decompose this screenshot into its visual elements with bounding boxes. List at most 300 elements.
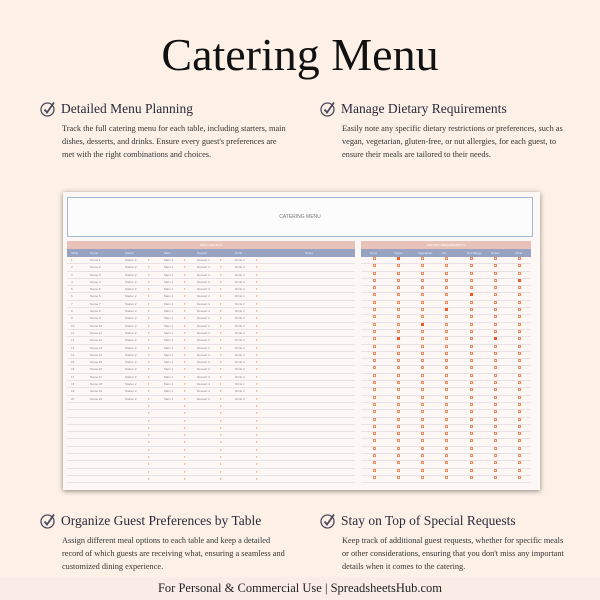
dropdown-arrow-icon[interactable]: ▾ [148, 455, 150, 460]
checkbox-other[interactable] [518, 345, 521, 348]
checkbox-vegetarian[interactable] [421, 381, 424, 384]
cell-name[interactable]: Name 6 [90, 294, 101, 299]
checkbox-other[interactable] [518, 461, 521, 464]
cell-table[interactable]: 1 [71, 258, 73, 262]
checkbox-vegan[interactable] [397, 286, 400, 289]
checkbox-gf[interactable] [445, 439, 448, 442]
checkbox-gluten[interactable] [494, 396, 497, 399]
dropdown-arrow-icon[interactable]: ▾ [220, 433, 222, 438]
checkbox-none[interactable] [373, 264, 376, 267]
dropdown-arrow-icon[interactable]: ▾ [184, 316, 186, 321]
checkbox-other[interactable] [518, 381, 521, 384]
cell-starter[interactable]: Starter 2 [125, 316, 137, 321]
cell-name[interactable]: Name 3 [90, 272, 101, 277]
checkbox-gf[interactable] [445, 418, 448, 421]
cell-name[interactable]: Name 5 [90, 287, 101, 292]
checkbox-gluten[interactable] [494, 286, 497, 289]
checkbox-nut-allergy[interactable] [470, 439, 473, 442]
dropdown-arrow-icon[interactable]: ▾ [220, 396, 222, 401]
checkbox-vegan[interactable] [397, 352, 400, 355]
dropdown-arrow-icon[interactable]: ▾ [256, 433, 258, 438]
checkbox-nut-allergy[interactable] [470, 337, 473, 340]
dropdown-arrow-icon[interactable]: ▾ [256, 440, 258, 445]
cell-drink[interactable]: Drink 3 [235, 272, 245, 277]
cell-dessert[interactable]: Dessert 4 [197, 279, 210, 284]
cell-dessert[interactable]: Dessert 4 [197, 265, 210, 270]
checkbox-other[interactable] [518, 272, 521, 275]
checkbox-none[interactable] [373, 352, 376, 355]
cell-starter[interactable]: Starter 2 [125, 265, 137, 270]
checkbox-gf[interactable] [445, 308, 448, 311]
checkbox-vegetarian[interactable] [421, 315, 424, 318]
checkbox-gf[interactable] [445, 315, 448, 318]
dropdown-arrow-icon[interactable]: ▾ [184, 258, 186, 262]
checkbox-vegan[interactable] [397, 323, 400, 326]
checkbox-nut-allergy[interactable] [470, 264, 473, 267]
dropdown-arrow-icon[interactable]: ▾ [220, 301, 222, 306]
checkbox-nut-allergy[interactable] [470, 323, 473, 326]
cell-table[interactable]: 15 [71, 360, 75, 365]
checkbox-gf[interactable] [445, 476, 448, 479]
checkbox-other[interactable] [518, 374, 521, 377]
cell-starter[interactable]: Starter 2 [125, 272, 137, 277]
dropdown-arrow-icon[interactable]: ▾ [148, 403, 150, 408]
cell-dessert[interactable]: Dessert 4 [197, 258, 210, 262]
cell-starter[interactable]: Starter 2 [125, 367, 137, 372]
dropdown-arrow-icon[interactable]: ▾ [148, 338, 150, 343]
cell-main[interactable]: Main 1 [164, 330, 174, 335]
checkbox-other[interactable] [518, 418, 521, 421]
checkbox-vegetarian[interactable] [421, 374, 424, 377]
dropdown-arrow-icon[interactable]: ▾ [184, 352, 186, 357]
cell-starter[interactable]: Starter 2 [125, 338, 137, 343]
dropdown-arrow-icon[interactable]: ▾ [220, 374, 222, 379]
cell-starter[interactable]: Starter 2 [125, 360, 137, 365]
checkbox-vegetarian[interactable] [421, 337, 424, 340]
checkbox-gluten[interactable] [494, 469, 497, 472]
checkbox-gluten[interactable] [494, 308, 497, 311]
checkbox-nut-allergy[interactable] [470, 410, 473, 413]
checkbox-gf[interactable] [445, 432, 448, 435]
cell-name[interactable]: Name 7 [90, 301, 101, 306]
checkbox-vegan[interactable] [397, 396, 400, 399]
dropdown-arrow-icon[interactable]: ▾ [256, 360, 258, 365]
cell-name[interactable]: Name 20 [90, 396, 103, 401]
cell-dessert[interactable]: Dessert 4 [197, 301, 210, 306]
cell-drink[interactable]: Drink 3 [235, 338, 245, 343]
checkbox-vegetarian[interactable] [421, 264, 424, 267]
dropdown-arrow-icon[interactable]: ▾ [220, 462, 222, 467]
cell-dessert[interactable]: Dessert 4 [197, 316, 210, 321]
cell-table[interactable]: 11 [71, 330, 75, 335]
dropdown-arrow-icon[interactable]: ▾ [220, 258, 222, 262]
cell-dessert[interactable]: Dessert 4 [197, 330, 210, 335]
checkbox-nut-allergy[interactable] [470, 425, 473, 428]
checkbox-nut-allergy[interactable] [470, 308, 473, 311]
checkbox-nut-allergy[interactable] [470, 286, 473, 289]
dropdown-arrow-icon[interactable]: ▾ [220, 287, 222, 292]
cell-drink[interactable]: Drink 3 [235, 330, 245, 335]
dropdown-arrow-icon[interactable]: ▾ [184, 330, 186, 335]
checkbox-nut-allergy[interactable] [470, 315, 473, 318]
cell-name[interactable]: Name 18 [90, 382, 103, 387]
checkbox-vegetarian[interactable] [421, 476, 424, 479]
dropdown-arrow-icon[interactable]: ▾ [220, 389, 222, 394]
checkbox-gf[interactable] [445, 337, 448, 340]
checkbox-none[interactable] [373, 257, 376, 260]
checkbox-other[interactable] [518, 410, 521, 413]
checkbox-other[interactable] [518, 323, 521, 326]
dropdown-arrow-icon[interactable]: ▾ [220, 309, 222, 314]
checkbox-vegetarian[interactable] [421, 432, 424, 435]
dropdown-arrow-icon[interactable]: ▾ [148, 411, 150, 416]
checkbox-vegan[interactable] [397, 388, 400, 391]
cell-starter[interactable]: Starter 2 [125, 382, 137, 387]
dropdown-arrow-icon[interactable]: ▾ [148, 433, 150, 438]
checkbox-gluten[interactable] [494, 432, 497, 435]
dropdown-arrow-icon[interactable]: ▾ [256, 411, 258, 416]
checkbox-none[interactable] [373, 286, 376, 289]
cell-drink[interactable]: Drink 3 [235, 367, 245, 372]
cell-table[interactable]: 8 [71, 309, 73, 314]
cell-name[interactable]: Name 4 [90, 279, 101, 284]
dropdown-arrow-icon[interactable]: ▾ [184, 455, 186, 460]
cell-starter[interactable]: Starter 2 [125, 374, 137, 379]
checkbox-vegan[interactable] [397, 293, 400, 296]
checkbox-gluten[interactable] [494, 279, 497, 282]
dropdown-arrow-icon[interactable]: ▾ [184, 440, 186, 445]
checkbox-gf[interactable] [445, 366, 448, 369]
dropdown-arrow-icon[interactable]: ▾ [220, 447, 222, 452]
dropdown-arrow-icon[interactable]: ▾ [148, 316, 150, 321]
checkbox-other[interactable] [518, 447, 521, 450]
dropdown-arrow-icon[interactable]: ▾ [184, 374, 186, 379]
cell-drink[interactable]: Drink 3 [235, 309, 245, 314]
checkbox-nut-allergy[interactable] [470, 359, 473, 362]
checkbox-vegetarian[interactable] [421, 439, 424, 442]
cell-starter[interactable]: Starter 2 [125, 352, 137, 357]
dropdown-arrow-icon[interactable]: ▾ [184, 382, 186, 387]
checkbox-gluten[interactable] [494, 381, 497, 384]
dropdown-arrow-icon[interactable]: ▾ [148, 352, 150, 357]
checkbox-vegetarian[interactable] [421, 461, 424, 464]
checkbox-none[interactable] [373, 272, 376, 275]
dropdown-arrow-icon[interactable]: ▾ [220, 330, 222, 335]
checkbox-vegan[interactable] [397, 257, 400, 260]
checkbox-vegan[interactable] [397, 272, 400, 275]
cell-table[interactable]: 13 [71, 345, 75, 350]
cell-drink[interactable]: Drink 3 [235, 382, 245, 387]
checkbox-nut-allergy[interactable] [470, 293, 473, 296]
checkbox-other[interactable] [518, 439, 521, 442]
cell-name[interactable]: Name 8 [90, 309, 101, 314]
checkbox-gluten[interactable] [494, 293, 497, 296]
cell-dessert[interactable]: Dessert 4 [197, 360, 210, 365]
checkbox-vegan[interactable] [397, 418, 400, 421]
cell-dessert[interactable]: Dessert 4 [197, 374, 210, 379]
cell-starter[interactable]: Starter 2 [125, 309, 137, 314]
dropdown-arrow-icon[interactable]: ▾ [148, 330, 150, 335]
cell-table[interactable]: 20 [71, 396, 75, 401]
checkbox-other[interactable] [518, 388, 521, 391]
checkbox-nut-allergy[interactable] [470, 469, 473, 472]
checkbox-none[interactable] [373, 323, 376, 326]
checkbox-gluten[interactable] [494, 323, 497, 326]
cell-starter[interactable]: Starter 2 [125, 258, 137, 262]
cell-main[interactable]: Main 1 [164, 396, 174, 401]
checkbox-gf[interactable] [445, 345, 448, 348]
dropdown-arrow-icon[interactable]: ▾ [148, 382, 150, 387]
checkbox-vegetarian[interactable] [421, 257, 424, 260]
checkbox-other[interactable] [518, 264, 521, 267]
cell-name[interactable]: Name 15 [90, 360, 103, 365]
checkbox-none[interactable] [373, 301, 376, 304]
cell-name[interactable]: Name 17 [90, 374, 103, 379]
dropdown-arrow-icon[interactable]: ▾ [220, 411, 222, 416]
dropdown-arrow-icon[interactable]: ▾ [220, 403, 222, 408]
checkbox-other[interactable] [518, 301, 521, 304]
checkbox-none[interactable] [373, 454, 376, 457]
cell-starter[interactable]: Starter 2 [125, 323, 137, 328]
dropdown-arrow-icon[interactable]: ▾ [184, 279, 186, 284]
checkbox-gf[interactable] [445, 469, 448, 472]
checkbox-gf[interactable] [445, 403, 448, 406]
cell-table[interactable]: 14 [71, 352, 75, 357]
checkbox-vegetarian[interactable] [421, 293, 424, 296]
dropdown-arrow-icon[interactable]: ▾ [220, 316, 222, 321]
checkbox-vegan[interactable] [397, 425, 400, 428]
cell-drink[interactable]: Drink 3 [235, 352, 245, 357]
checkbox-gf[interactable] [445, 293, 448, 296]
dropdown-arrow-icon[interactable]: ▾ [184, 411, 186, 416]
dropdown-arrow-icon[interactable]: ▾ [148, 396, 150, 401]
cell-main[interactable]: Main 1 [164, 309, 174, 314]
checkbox-nut-allergy[interactable] [470, 345, 473, 348]
checkbox-gluten[interactable] [494, 330, 497, 333]
cell-drink[interactable]: Drink 3 [235, 323, 245, 328]
cell-name[interactable]: Name 12 [90, 338, 103, 343]
cell-name[interactable]: Name 14 [90, 352, 103, 357]
dropdown-arrow-icon[interactable]: ▾ [184, 309, 186, 314]
checkbox-other[interactable] [518, 330, 521, 333]
checkbox-vegan[interactable] [397, 476, 400, 479]
dropdown-arrow-icon[interactable]: ▾ [256, 389, 258, 394]
dropdown-arrow-icon[interactable]: ▾ [256, 396, 258, 401]
checkbox-none[interactable] [373, 388, 376, 391]
dropdown-arrow-icon[interactable]: ▾ [256, 382, 258, 387]
dropdown-arrow-icon[interactable]: ▾ [220, 455, 222, 460]
checkbox-gluten[interactable] [494, 461, 497, 464]
checkbox-vegetarian[interactable] [421, 352, 424, 355]
checkbox-gf[interactable] [445, 425, 448, 428]
dropdown-arrow-icon[interactable]: ▾ [148, 309, 150, 314]
cell-table[interactable]: 10 [71, 323, 75, 328]
checkbox-vegetarian[interactable] [421, 359, 424, 362]
dropdown-arrow-icon[interactable]: ▾ [148, 476, 150, 481]
dropdown-arrow-icon[interactable]: ▾ [256, 403, 258, 408]
cell-table[interactable]: 5 [71, 287, 73, 292]
checkbox-nut-allergy[interactable] [470, 447, 473, 450]
cell-drink[interactable]: Drink 3 [235, 294, 245, 299]
cell-main[interactable]: Main 1 [164, 338, 174, 343]
cell-dessert[interactable]: Dessert 4 [197, 345, 210, 350]
cell-main[interactable]: Main 1 [164, 294, 174, 299]
checkbox-other[interactable] [518, 476, 521, 479]
checkbox-vegan[interactable] [397, 301, 400, 304]
cell-dessert[interactable]: Dessert 4 [197, 389, 210, 394]
cell-table[interactable]: 16 [71, 367, 75, 372]
dropdown-arrow-icon[interactable]: ▾ [256, 462, 258, 467]
dropdown-arrow-icon[interactable]: ▾ [148, 301, 150, 306]
checkbox-vegan[interactable] [397, 381, 400, 384]
dropdown-arrow-icon[interactable]: ▾ [256, 323, 258, 328]
dropdown-arrow-icon[interactable]: ▾ [148, 294, 150, 299]
checkbox-gluten[interactable] [494, 264, 497, 267]
dropdown-arrow-icon[interactable]: ▾ [220, 345, 222, 350]
cell-main[interactable]: Main 1 [164, 279, 174, 284]
cell-dessert[interactable]: Dessert 4 [197, 272, 210, 277]
checkbox-none[interactable] [373, 425, 376, 428]
cell-table[interactable]: 4 [71, 279, 73, 284]
checkbox-gluten[interactable] [494, 315, 497, 318]
cell-table[interactable]: 17 [71, 374, 75, 379]
checkbox-none[interactable] [373, 447, 376, 450]
checkbox-gluten[interactable] [494, 454, 497, 457]
checkbox-vegan[interactable] [397, 315, 400, 318]
checkbox-vegetarian[interactable] [421, 330, 424, 333]
checkbox-gluten[interactable] [494, 345, 497, 348]
cell-main[interactable]: Main 1 [164, 360, 174, 365]
checkbox-nut-allergy[interactable] [470, 388, 473, 391]
cell-drink[interactable]: Drink 3 [235, 374, 245, 379]
dropdown-arrow-icon[interactable]: ▾ [184, 272, 186, 277]
cell-drink[interactable]: Drink 3 [235, 360, 245, 365]
dropdown-arrow-icon[interactable]: ▾ [256, 294, 258, 299]
checkbox-gf[interactable] [445, 257, 448, 260]
checkbox-vegetarian[interactable] [421, 410, 424, 413]
dropdown-arrow-icon[interactable]: ▾ [148, 279, 150, 284]
cell-table[interactable]: 18 [71, 382, 75, 387]
checkbox-vegan[interactable] [397, 403, 400, 406]
cell-main[interactable]: Main 1 [164, 352, 174, 357]
dropdown-arrow-icon[interactable]: ▾ [184, 433, 186, 438]
cell-main[interactable]: Main 1 [164, 345, 174, 350]
cell-main[interactable]: Main 1 [164, 258, 174, 262]
checkbox-gf[interactable] [445, 264, 448, 267]
checkbox-gf[interactable] [445, 352, 448, 355]
dropdown-arrow-icon[interactable]: ▾ [184, 323, 186, 328]
dropdown-arrow-icon[interactable]: ▾ [220, 352, 222, 357]
dropdown-arrow-icon[interactable]: ▾ [256, 272, 258, 277]
checkbox-none[interactable] [373, 374, 376, 377]
cell-table[interactable]: 2 [71, 265, 73, 270]
checkbox-other[interactable] [518, 469, 521, 472]
dropdown-arrow-icon[interactable]: ▾ [148, 462, 150, 467]
cell-table[interactable]: 9 [71, 316, 73, 321]
checkbox-gf[interactable] [445, 410, 448, 413]
cell-name[interactable]: Name 2 [90, 265, 101, 270]
checkbox-vegan[interactable] [397, 308, 400, 311]
dropdown-arrow-icon[interactable]: ▾ [256, 301, 258, 306]
checkbox-gluten[interactable] [494, 352, 497, 355]
checkbox-none[interactable] [373, 293, 376, 296]
checkbox-none[interactable] [373, 418, 376, 421]
cell-drink[interactable]: Drink 3 [235, 301, 245, 306]
checkbox-gluten[interactable] [494, 410, 497, 413]
cell-drink[interactable]: Drink 3 [235, 345, 245, 350]
checkbox-gluten[interactable] [494, 301, 497, 304]
cell-main[interactable]: Main 1 [164, 389, 174, 394]
checkbox-vegan[interactable] [397, 432, 400, 435]
cell-table[interactable]: 7 [71, 301, 73, 306]
dropdown-arrow-icon[interactable]: ▾ [148, 469, 150, 474]
checkbox-gf[interactable] [445, 374, 448, 377]
cell-drink[interactable]: Drink 3 [235, 389, 245, 394]
dropdown-arrow-icon[interactable]: ▾ [148, 287, 150, 292]
dropdown-arrow-icon[interactable]: ▾ [184, 447, 186, 452]
dropdown-arrow-icon[interactable]: ▾ [184, 476, 186, 481]
cell-starter[interactable]: Starter 2 [125, 396, 137, 401]
cell-name[interactable]: Name 9 [90, 316, 101, 321]
dropdown-arrow-icon[interactable]: ▾ [220, 272, 222, 277]
checkbox-vegetarian[interactable] [421, 388, 424, 391]
checkbox-none[interactable] [373, 381, 376, 384]
checkbox-nut-allergy[interactable] [470, 330, 473, 333]
checkbox-gluten[interactable] [494, 366, 497, 369]
checkbox-none[interactable] [373, 308, 376, 311]
cell-drink[interactable]: Drink 3 [235, 258, 245, 262]
dropdown-arrow-icon[interactable]: ▾ [148, 265, 150, 270]
checkbox-other[interactable] [518, 454, 521, 457]
cell-starter[interactable]: Starter 2 [125, 279, 137, 284]
cell-name[interactable]: Name 11 [90, 330, 102, 335]
checkbox-vegetarian[interactable] [421, 469, 424, 472]
checkbox-vegan[interactable] [397, 469, 400, 472]
dropdown-arrow-icon[interactable]: ▾ [220, 469, 222, 474]
checkbox-nut-allergy[interactable] [470, 366, 473, 369]
cell-starter[interactable]: Starter 2 [125, 345, 137, 350]
checkbox-vegetarian[interactable] [421, 279, 424, 282]
checkbox-gf[interactable] [445, 454, 448, 457]
dropdown-arrow-icon[interactable]: ▾ [220, 382, 222, 387]
checkbox-none[interactable] [373, 366, 376, 369]
checkbox-none[interactable] [373, 403, 376, 406]
cell-dessert[interactable]: Dessert 4 [197, 309, 210, 314]
cell-main[interactable]: Main 1 [164, 382, 174, 387]
checkbox-gf[interactable] [445, 388, 448, 391]
dropdown-arrow-icon[interactable]: ▾ [184, 396, 186, 401]
cell-drink[interactable]: Drink 3 [235, 287, 245, 292]
dropdown-arrow-icon[interactable]: ▾ [184, 403, 186, 408]
cell-main[interactable]: Main 1 [164, 272, 174, 277]
cell-name[interactable]: Name 10 [90, 323, 103, 328]
cell-dessert[interactable]: Dessert 4 [197, 367, 210, 372]
checkbox-nut-allergy[interactable] [470, 272, 473, 275]
checkbox-vegan[interactable] [397, 454, 400, 457]
dropdown-arrow-icon[interactable]: ▾ [256, 338, 258, 343]
dropdown-arrow-icon[interactable]: ▾ [148, 425, 150, 430]
dropdown-arrow-icon[interactable]: ▾ [220, 425, 222, 430]
cell-dessert[interactable]: Dessert 4 [197, 338, 210, 343]
dropdown-arrow-icon[interactable]: ▾ [148, 367, 150, 372]
cell-dessert[interactable]: Dessert 4 [197, 396, 210, 401]
checkbox-other[interactable] [518, 359, 521, 362]
checkbox-gluten[interactable] [494, 388, 497, 391]
dropdown-arrow-icon[interactable]: ▾ [220, 294, 222, 299]
dropdown-arrow-icon[interactable]: ▾ [220, 440, 222, 445]
dropdown-arrow-icon[interactable]: ▾ [256, 309, 258, 314]
checkbox-gluten[interactable] [494, 439, 497, 442]
